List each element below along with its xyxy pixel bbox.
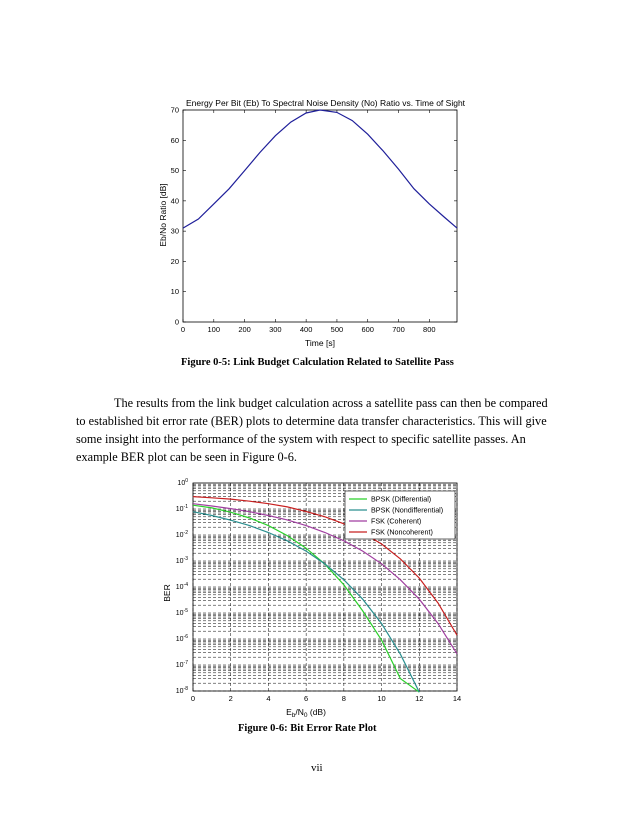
body-paragraph: [76, 394, 562, 466]
y-tick-label: $10^{-4}$: [175, 582, 188, 591]
x-tick-label: 0: [190, 694, 196, 703]
legend-label: BPSK (Differential): [371, 494, 432, 504]
y-tick-label: 0: [174, 317, 179, 327]
y-tick-label: $10^{-5}$: [175, 608, 188, 617]
x-tick-label: 12: [415, 694, 424, 703]
y-tick-label: 20: [170, 256, 179, 266]
x-tick-label: 14: [452, 694, 462, 703]
x-tick-label: 600: [361, 325, 374, 334]
y-tick-label: 60: [170, 135, 179, 145]
y-tick-label: 70: [170, 105, 179, 115]
figure1-title: Energy Per Bit (Eb) To Spectral Noise Density (No) Ratio vs. Time of Sight: [186, 98, 466, 108]
figure1-plot-area: [183, 110, 457, 228]
figure1-caption: Figure 0-5: Link Budget Calculation Related to Satellite Pass: [181, 357, 454, 368]
figure1-ylabel: Eb/No Ratio [dB]: [158, 183, 168, 247]
x-tick-label: 200: [238, 325, 251, 334]
x-tick-label: 4: [266, 694, 271, 703]
plot-frame: [183, 110, 457, 322]
series-line-0: [183, 110, 457, 228]
x-tick-label: 10: [377, 694, 386, 703]
y-tick-label: 10: [170, 287, 179, 297]
figure1-axes: [171, 106, 457, 335]
page-number: vii: [311, 762, 323, 774]
x-tick-label: 300: [269, 325, 282, 334]
y-tick-label: $10^{-2}$: [175, 530, 188, 539]
figure2-xlabel: $E_b/N_0$ (dB): [286, 707, 326, 719]
x-tick-label: 0: [180, 325, 186, 334]
figure2-chart: [156, 475, 476, 725]
y-tick-label: $10^{-7}$: [175, 660, 188, 669]
x-tick-label: 800: [423, 325, 436, 334]
x-tick-label: 6: [304, 694, 309, 703]
legend-label: FSK (Coherent): [371, 516, 422, 526]
legend-label: FSK (Noncoherent): [371, 527, 433, 537]
x-tick-label: 700: [392, 325, 405, 334]
y-tick-label: $10^{-8}$: [175, 686, 188, 695]
figure1-chart: [150, 105, 470, 355]
figure2-ylabel: BER: [162, 584, 172, 602]
x-tick-label: 2: [228, 694, 233, 703]
y-tick-label: 30: [170, 226, 179, 236]
y-tick-label: $10^{-6}$: [175, 634, 188, 643]
figure2-legend: [345, 491, 455, 539]
y-tick-label: $10^0$: [177, 478, 188, 487]
y-tick-label: $10^{-1}$: [175, 504, 188, 513]
x-tick-label: 400: [299, 325, 313, 334]
figure1-xlabel: Time [s]: [305, 338, 335, 348]
y-tick-label: 40: [170, 196, 179, 206]
x-tick-label: 500: [330, 325, 344, 334]
paragraph-line: some insight into the performance of the system with respect to specific satellite passes. An: [76, 432, 526, 446]
paragraph-line: to established bit error rate (BER) plots to determine data transfer characteristics. This will give: [76, 414, 547, 428]
y-tick-label: $10^{-3}$: [175, 556, 188, 565]
y-tick-label: 50: [170, 166, 179, 176]
x-tick-label: 8: [341, 694, 346, 703]
legend-label: BPSK (Nondifferential): [371, 505, 444, 515]
paragraph-line: example BER plot can be seen in Figure 0-6.: [76, 450, 297, 464]
x-tick-label: 100: [207, 325, 221, 334]
figure2-caption: Figure 0-6: Bit Error Rate Plot: [238, 723, 377, 734]
paragraph-line: The results from the link budget calculation across a satellite pass can then be compared: [114, 396, 548, 410]
